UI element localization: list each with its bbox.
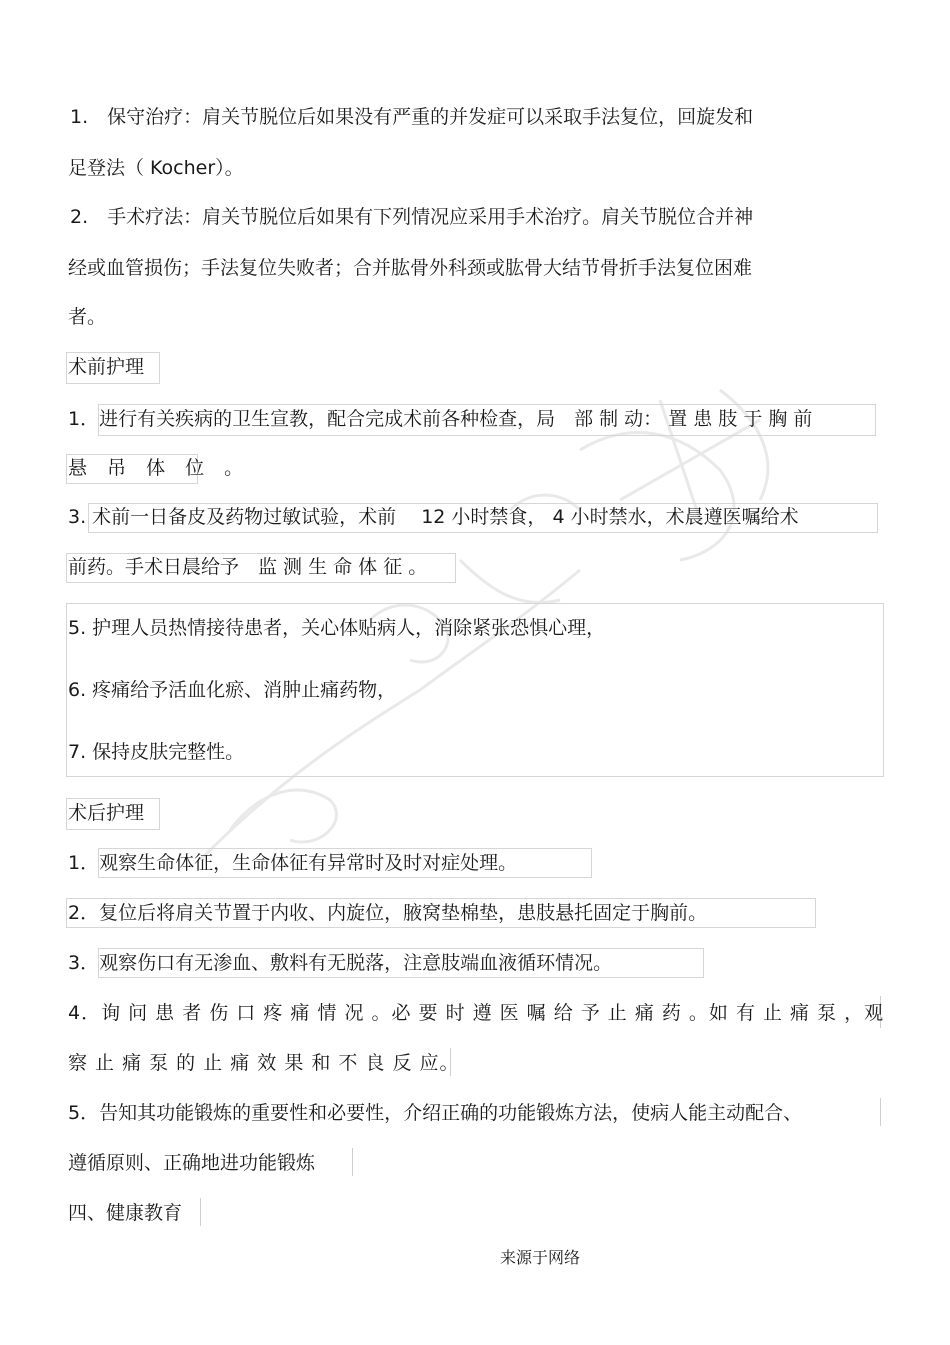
paragraph-surgical-treatment-end: 者。 [68,306,107,328]
postop-item4-line2: 察 止 痛 泵 的 止 痛 效 果 和 不 良 反 应。 [68,1052,460,1074]
paragraph-conservative-treatment: 1. 保守治疗：肩关节脱位后如果没有严重的并发症可以采取手法复位，回旋发和 [70,106,754,128]
source-footer: 来源于网络 [500,1248,581,1267]
paragraph-surgical-treatment-cont: 经或血管损伤；手法复位失败者；合并肱骨外科颈或肱骨大结节骨折手法复位困难 [68,257,753,279]
paragraph-surgical-treatment: 2. 手术疗法：肩关节脱位后如果有下列情况应采用手术治疗。肩关节脱位合并神 [70,206,754,228]
preop-heading: 术前护理 [68,356,145,378]
preop-item5: 5. 护理人员热情接待患者，关心体贴病人，消除紧张恐惧心理， [68,617,606,639]
postop-item5-line2: 遵循原则、正确地进功能锻炼 [68,1152,316,1174]
postop-heading: 术后护理 [68,802,145,824]
preop-item3-line2: 前药。手术日晨给予 监 测 生 命 体 征 。 [68,556,428,578]
postop-item5-line1: 5．告知其功能锻炼的重要性和必要性，介绍正确的功能锻炼方法，使病人能主动配合、 [68,1102,803,1124]
postop-item4-line1: 4．询 问 患 者 伤 口 疼 痛 情 况 。必 要 时 遵 医 嘱 给 予 止 痛 药 。如 有 止 痛 泵 ，观 [68,1002,885,1024]
postop-item5-rule2 [352,1148,353,1176]
postop-item3: 3．观察伤口有无渗血、敷料有无脱落，注意肢端血液循环情况。 [68,952,613,974]
section4-rule [200,1198,201,1226]
paragraph-conservative-treatment-cont: 足登法（ Kocher）。 [68,157,244,179]
preop-item1-line1: 1．进行有关疾病的卫生宣教，配合完成术前各种检查，局 部 制 动： 置 患 肢 于 胸 前 [68,408,813,430]
preop-item3-line1: 3. 术前一日备皮及药物过敏试验，术前 12 小时禁食， 4 小时禁水，术晨遵医嘱给术 [68,506,799,528]
preop-item6: 6. 疼痛给予活血化瘀、消肿止痛药物， [68,679,397,701]
postop-item2: 2．复位后将肩关节置于内收、内旋位，腋窝垫棉垫，患肢悬托固定于胸前。 [68,902,708,924]
section4-heading: 四、健康教育 [68,1202,183,1224]
preop-item1-line2: 悬 吊 体 位 。 [68,457,251,479]
postop-item5-rule [880,1098,881,1126]
postop-item1: 1．观察生命体征，生命体征有异常时及时对症处理。 [68,852,518,874]
preop-item7: 7. 保持皮肤完整性。 [68,741,245,763]
